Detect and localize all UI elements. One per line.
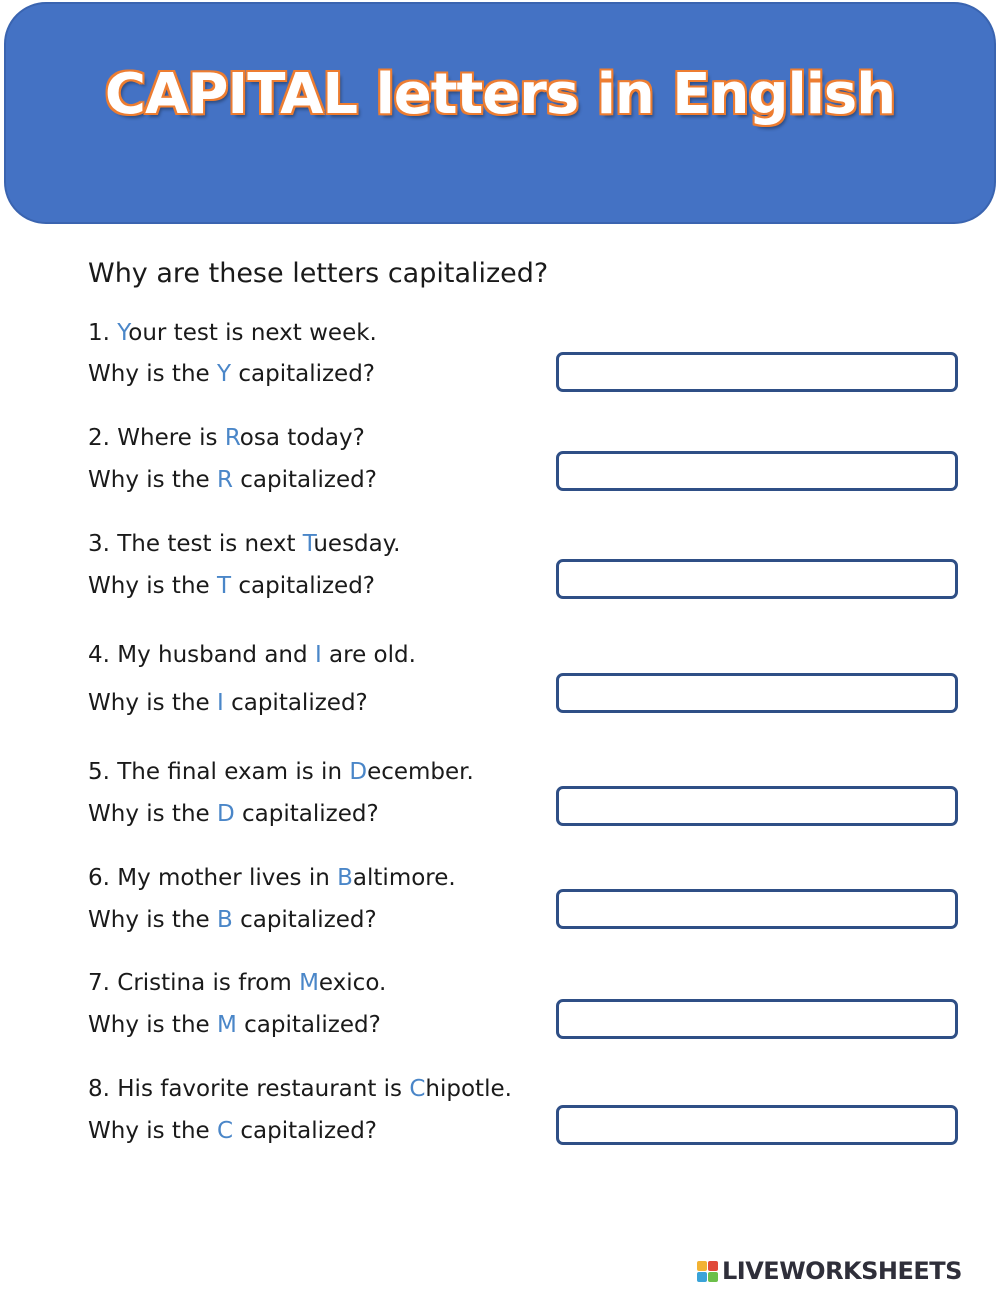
highlighted-letter: C <box>409 1076 426 1102</box>
question-5-sentence: 5. The final exam is in December. <box>88 759 474 785</box>
answer-input-1[interactable] <box>556 352 958 392</box>
answer-input-4[interactable] <box>556 673 958 713</box>
question-6-sentence: 6. My mother lives in Baltimore. <box>88 865 456 891</box>
highlighted-letter: M <box>216 1012 237 1038</box>
answer-input-7[interactable] <box>556 999 958 1039</box>
liveworksheets-logo <box>697 1256 962 1286</box>
highlighted-letter: Y <box>216 361 232 387</box>
question-3-prompt: Why is the T capitalized? <box>88 573 376 599</box>
highlighted-letter: M <box>299 970 319 996</box>
highlighted-letter: Y <box>117 320 129 346</box>
question-5-prompt: Why is the D capitalized? <box>88 801 379 827</box>
logo-grid-icon <box>697 1261 718 1282</box>
highlighted-letter: D <box>216 801 235 827</box>
highlighted-letter: B <box>216 907 233 933</box>
page-title: CAPITAL letters in English <box>104 62 896 127</box>
question-6-prompt: Why is the B capitalized? <box>88 907 377 933</box>
question-2-sentence: 2. Where is Rosa today? <box>88 425 365 451</box>
highlighted-letter: R <box>216 467 233 493</box>
logo-text: LIVEWORKSHEETS <box>722 1257 962 1285</box>
highlighted-letter: C <box>216 1118 234 1144</box>
answer-input-8[interactable] <box>556 1105 958 1145</box>
question-7-prompt: Why is the M capitalized? <box>88 1012 381 1038</box>
highlighted-letter: R <box>224 425 240 451</box>
highlighted-letter: I <box>314 642 322 668</box>
highlighted-letter: T <box>302 531 314 557</box>
instructions-heading: Why are these letters capitalized? <box>88 258 549 289</box>
question-8-prompt: Why is the C capitalized? <box>88 1118 378 1144</box>
highlighted-letter: D <box>349 759 368 785</box>
highlighted-letter: I <box>216 690 224 716</box>
question-2-prompt: Why is the R capitalized? <box>88 467 377 493</box>
highlighted-letter: B <box>337 865 353 891</box>
question-4-prompt: Why is the I capitalized? <box>88 690 368 716</box>
question-8-sentence: 8. His favorite restaurant is Chipotle. <box>88 1076 512 1102</box>
title-banner <box>4 2 996 224</box>
highlighted-letter: T <box>216 573 232 599</box>
question-1-sentence: 1. Your test is next week. <box>88 320 377 346</box>
question-3-sentence: 3. The test is next Tuesday. <box>88 531 401 557</box>
question-4-sentence: 4. My husband and I are old. <box>88 642 416 668</box>
answer-input-5[interactable] <box>556 786 958 826</box>
question-7-sentence: 7. Cristina is from Mexico. <box>88 970 387 996</box>
answer-input-3[interactable] <box>556 559 958 599</box>
answer-input-2[interactable] <box>556 451 958 491</box>
question-1-prompt: Why is the Y capitalized? <box>88 361 376 387</box>
answer-input-6[interactable] <box>556 889 958 929</box>
